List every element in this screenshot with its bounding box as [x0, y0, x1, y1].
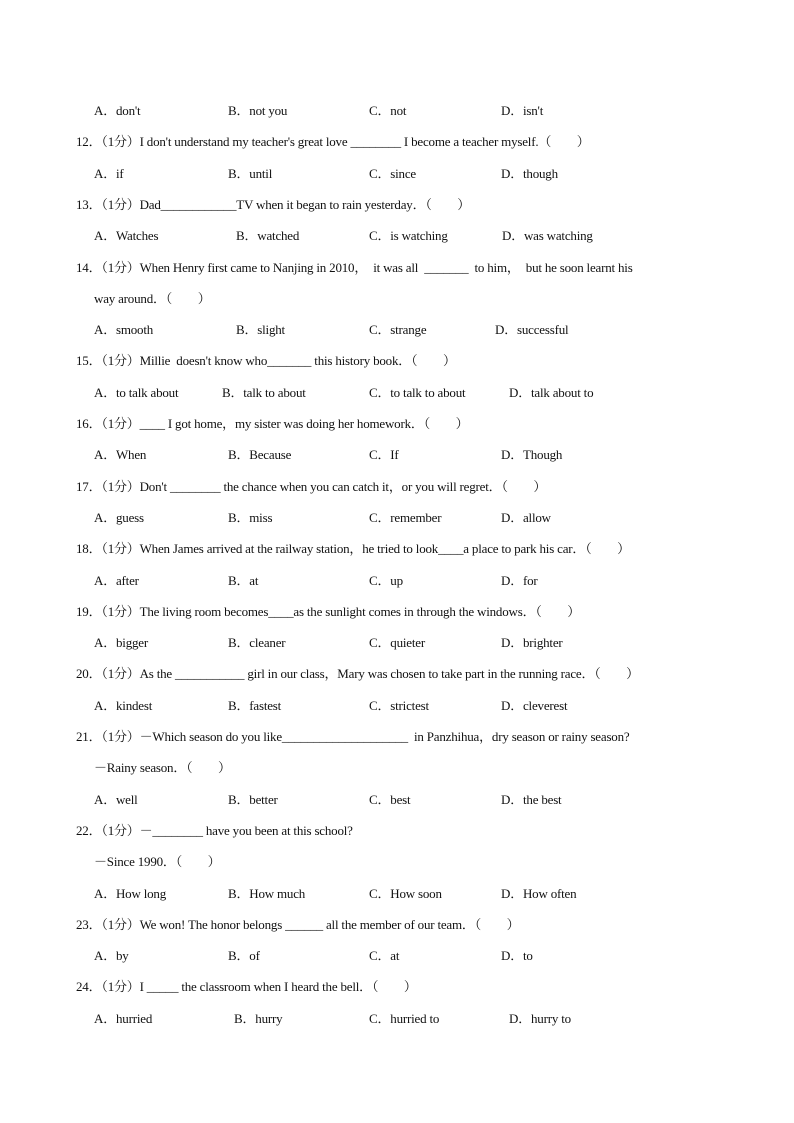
option-a: A．Watches [94, 228, 159, 243]
question-continuation: －Rainy season．（ ） [94, 760, 231, 775]
option-c: C．hurried to [369, 1011, 440, 1026]
question-text: 16．（1分）____ I got home，my sister was doing her homework．（ ） [76, 416, 469, 431]
question-text: 13．（1分）Dad____________TV when it began to rain yesterday．（ ） [76, 197, 471, 212]
option-d: D．Though [501, 447, 563, 462]
question-text: 22．（1分）－________ have you been at this school? [76, 823, 353, 838]
question-text: 23．（1分）We won! The honor belongs ______ all the member of our team．（ ） [76, 917, 520, 932]
option-d: D．successful [495, 322, 569, 337]
question-text: 12．（1分）I don't understand my teacher's great love ________ I become a teacher myself.（ ） [76, 134, 590, 149]
option-c: C．quieter [369, 635, 425, 650]
option-d: D．cleverest [501, 698, 568, 713]
option-c: C．If [369, 447, 399, 462]
option-b: B．at [228, 573, 259, 588]
option-b: B．not you [228, 103, 288, 118]
option-d: D．was watching [502, 228, 593, 243]
option-d: D．the best [501, 792, 562, 807]
option-a: A．after [94, 573, 139, 588]
option-c: C．strange [369, 322, 427, 337]
option-c: C．up [369, 573, 403, 588]
option-d: D．to [501, 948, 533, 963]
option-a: A．if [94, 166, 124, 181]
option-b: B．cleaner [228, 635, 286, 650]
question-text: 18．（1分）When James arrived at the railway station，he tried to look____a place to park his car．（ ） [76, 541, 630, 556]
option-b: B．until [228, 166, 273, 181]
option-a: A．hurried [94, 1011, 153, 1026]
option-a: A．bigger [94, 635, 148, 650]
option-d: D．allow [501, 510, 551, 525]
option-b: B．of [228, 948, 260, 963]
option-d: D．brighter [501, 635, 563, 650]
option-b: B．talk to about [222, 385, 306, 400]
option-b: B．hurry [234, 1011, 283, 1026]
option-b: B．miss [228, 510, 273, 525]
option-c: C．best [369, 792, 411, 807]
question-text: 21．（1分）－Which season do you like____________________ in Panzhihua，dry season or rainy season? [76, 729, 630, 744]
option-a: A．don't [94, 103, 141, 118]
option-b: B．How much [228, 886, 306, 901]
option-a: A．to talk about [94, 385, 179, 400]
option-a: A．guess [94, 510, 144, 525]
option-c: C．strictest [369, 698, 429, 713]
option-b: B．slight [236, 322, 285, 337]
option-c: C．to talk to about [369, 385, 466, 400]
option-a: A．by [94, 948, 129, 963]
question-text: 15．（1分）Millie doesn't know who_______ this history book．（ ） [76, 353, 456, 368]
option-b: B．Because [228, 447, 292, 462]
option-d: D．hurry to [509, 1011, 571, 1026]
option-c: C．is watching [369, 228, 448, 243]
option-d: D．How often [501, 886, 577, 901]
option-d: D．for [501, 573, 538, 588]
option-a: A．kindest [94, 698, 153, 713]
option-c: C．remember [369, 510, 442, 525]
option-b: B．better [228, 792, 278, 807]
question-text: 19．（1分）The living room becomes____as the sunlight comes in through the windows．（ ） [76, 604, 581, 619]
question-continuation: －Since 1990．（ ） [94, 854, 221, 869]
option-c: C．since [369, 166, 416, 181]
option-c: C．at [369, 948, 400, 963]
option-d: D．though [501, 166, 558, 181]
question-continuation: way around．（ ） [94, 291, 211, 306]
option-c: C．How soon [369, 886, 442, 901]
option-a: A．When [94, 447, 147, 462]
option-b: B．fastest [228, 698, 282, 713]
option-d: D．isn't [501, 103, 544, 118]
question-text: 24．（1分）I _____ the classroom when I heard the bell．（ ） [76, 979, 417, 994]
question-text: 17．（1分）Don't ________ the chance when you can catch it，or you will regret．（ ） [76, 479, 547, 494]
option-d: D．talk about to [509, 385, 594, 400]
question-text: 14．（1分）When Henry first came to Nanjing in 2010， it was all _______ to him， but he soon learnt his [76, 260, 633, 275]
option-c: C．not [369, 103, 407, 118]
question-text: 20．（1分）As the ___________ girl in our class，Mary was chosen to take part in the running race．（ ） [76, 666, 639, 681]
option-a: A．smooth [94, 322, 154, 337]
option-a: A．How long [94, 886, 167, 901]
option-a: A．well [94, 792, 138, 807]
option-b: B．watched [236, 228, 300, 243]
